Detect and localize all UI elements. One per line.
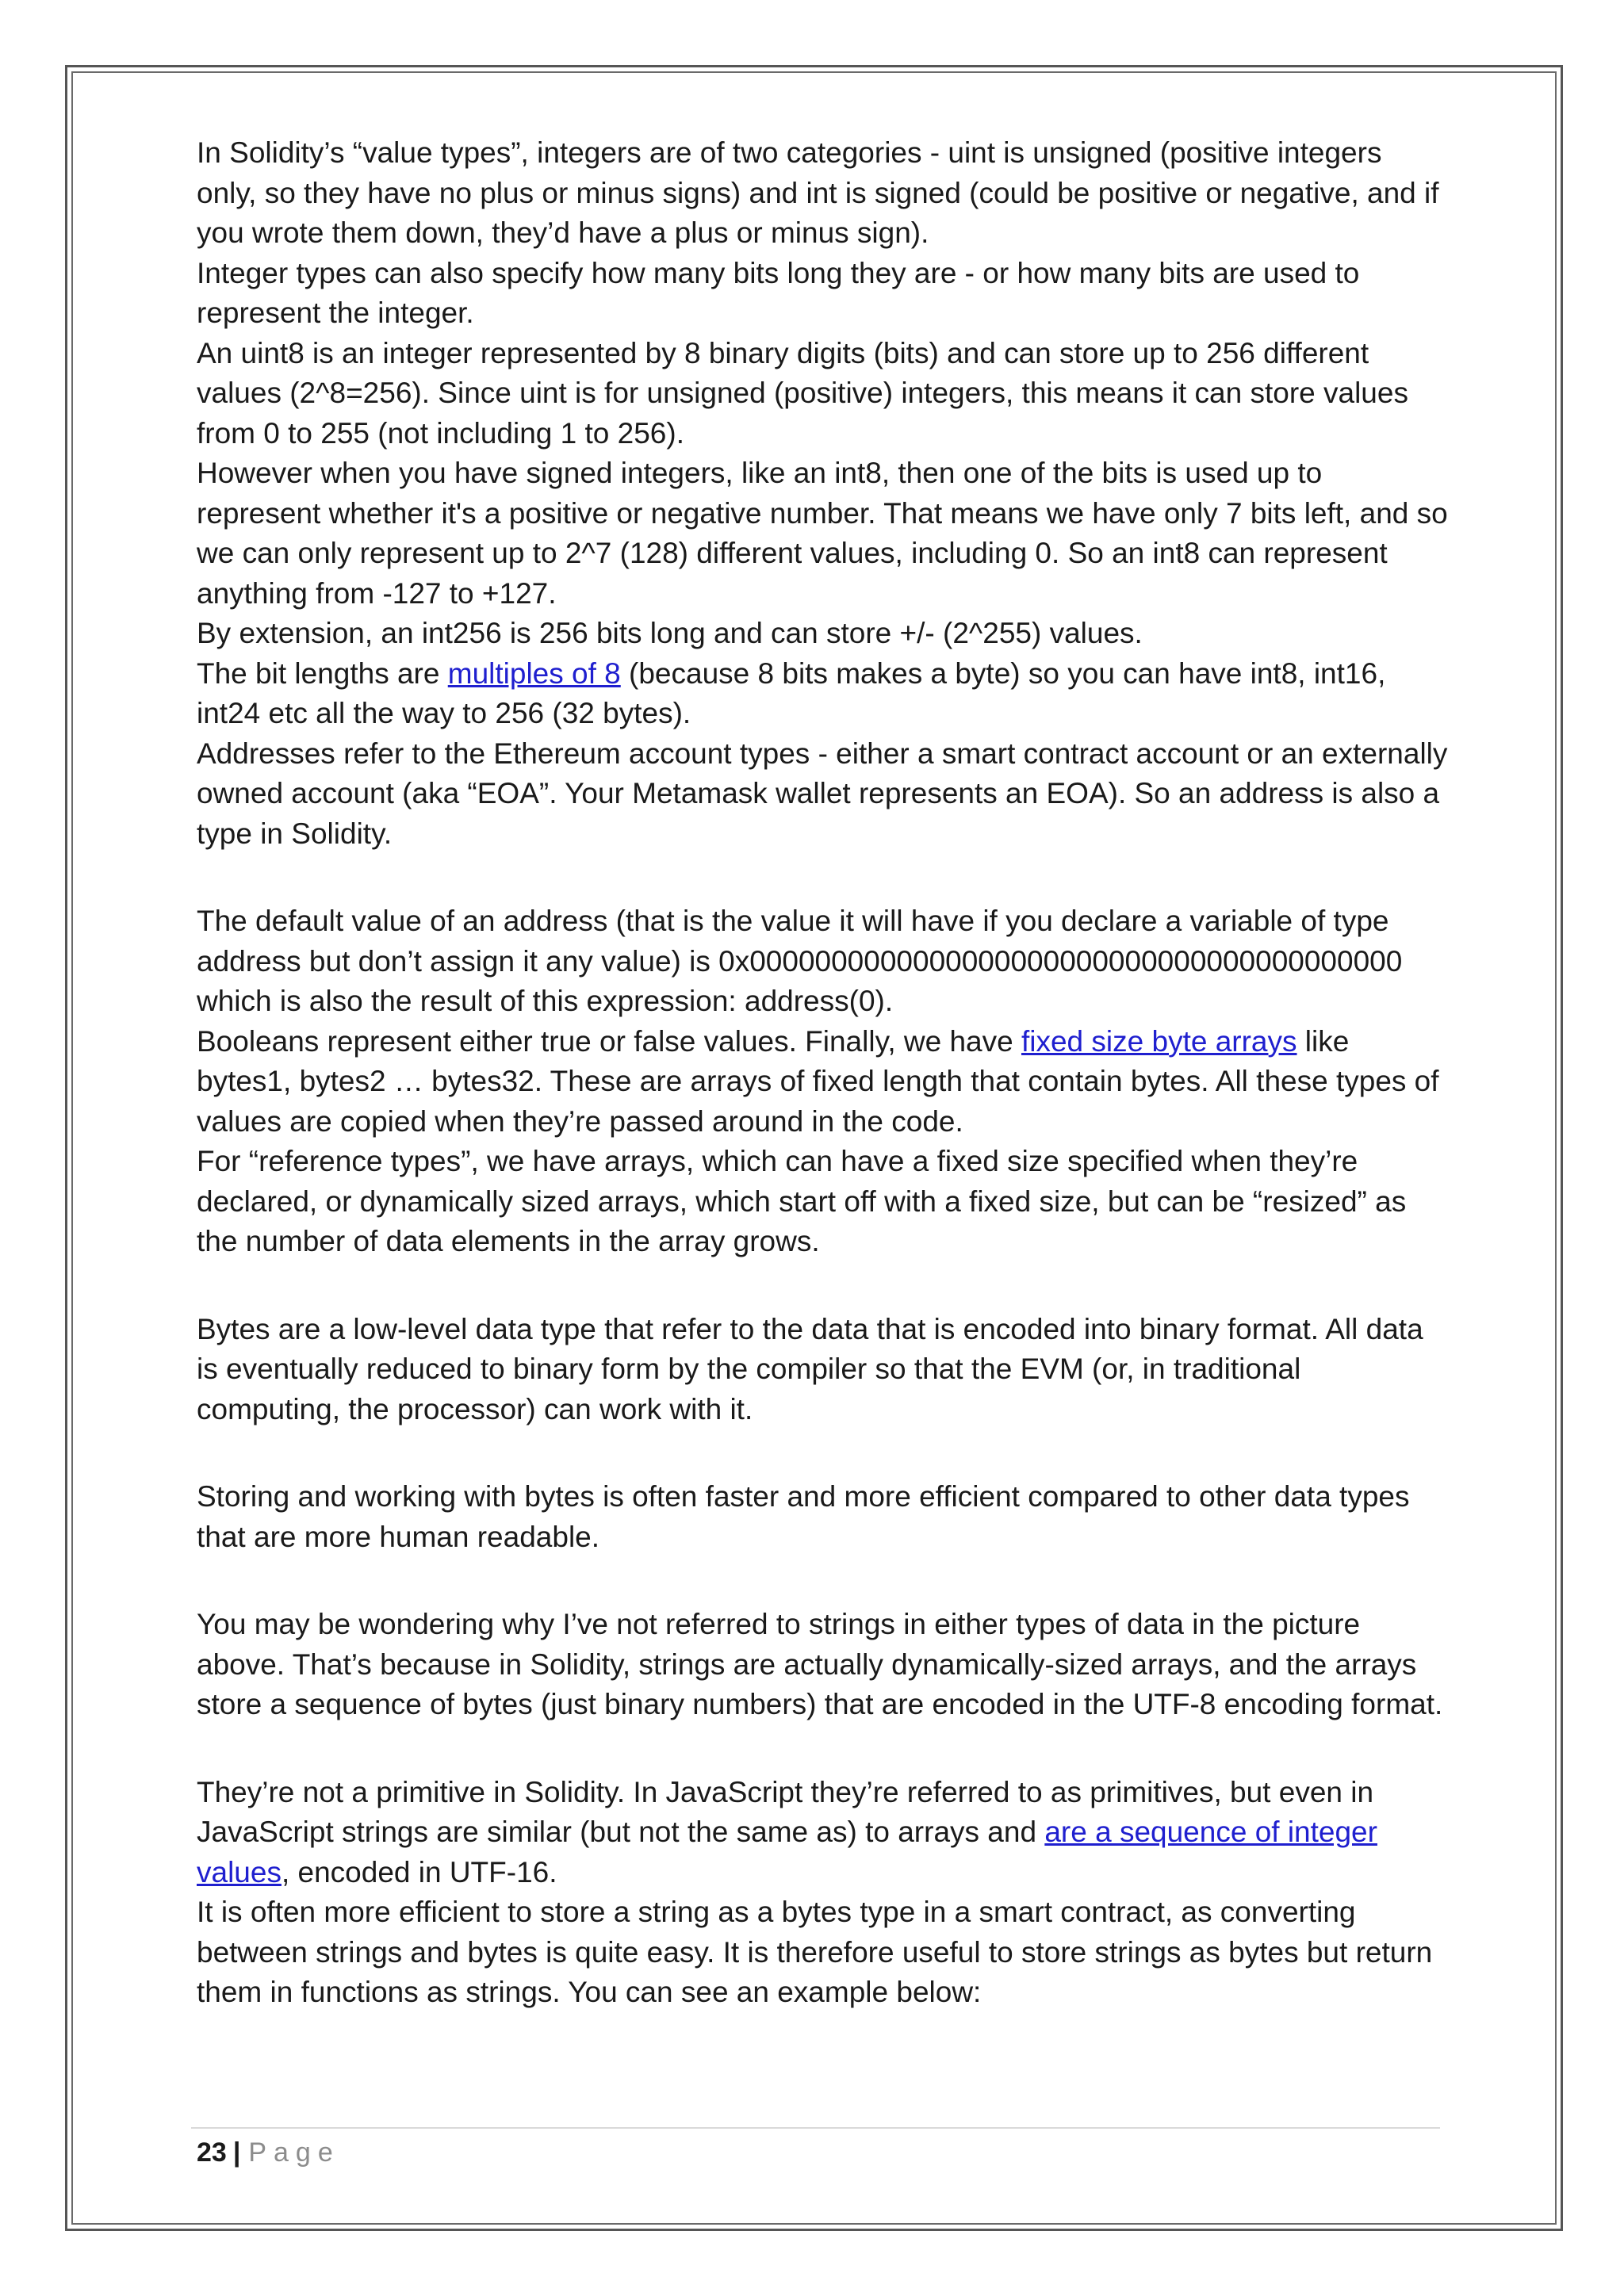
paragraph-int256: By extension, an int256 is 256 bits long and can store +/- (2^255) values. (197, 617, 1143, 649)
page-number: 23 (197, 2137, 227, 2168)
paragraph-addresses: Addresses refer to the Ethereum account types - either a smart contract account or an externally owned account (aka “EOA”. Your Metamask wallet represents an EOA). So an address is also a type in Solidity. (197, 737, 1448, 850)
paragraph-string-as-bytes: It is often more efficient to store a string as a bytes type in a smart contract, as converting between strings and bytes is quite easy. It is therefore useful to store strings as bytes but return them in functions as strings. You can see an example below: (197, 1896, 1433, 2008)
paragraph-reference-types: For “reference types”, we have arrays, which can have a fixed size specified when they’re declared, or dynamically sized arrays, which start off with a fixed size, but can be “resized” as the number of data elements in the array grows. (197, 1145, 1407, 1257)
document-body (197, 133, 1450, 2013)
paragraph-strings: You may be wondering why I’ve not referred to strings in either types of data in the picture above. That’s because in Solidity, strings are actually dynamically-sized arrays, and the arrays store a sequence of bytes (just binary numbers) that are encoded in the UTF-8 encoding format. (197, 1608, 1443, 1720)
multiples-of-8-link[interactable]: multiples of 8 (447, 656, 621, 690)
paragraph-bytes: Bytes are a low-level data type that refer to the data that is encoded into binary format. All data is eventually reduced to binary form by the compiler so that the EVM (or, in traditional computing, the processor) can work with it. (197, 1312, 1423, 1425)
paragraph-integer-bit-length: Integer types can also specify how many bits long they are - or how many bits are used to represent the integer. (197, 256, 1360, 329)
paragraph-storing-bytes: Storing and working with bytes is often faster and more efficient compared to other data types that are more human readable. (197, 1480, 1410, 1553)
paragraph-int8: However when you have signed integers, like an int8, then one of the bits is used up to represent whether it's a positive or negative number. That means we have only 7 bits left, and so we can only represent up to 2^7 (128) different values, including 0. So an int8 can represent anything from -127 to +127. (197, 457, 1448, 610)
page-footer (197, 2135, 340, 2170)
paragraph-not-primitive: They’re not a primitive in Solidity. In JavaScript they’re referred to as primitives, but even in JavaScript strings are similar (but not the same as) to arrays and are a sequence of integer values, encoded in UTF-16. (197, 1775, 1377, 1888)
sequence-of-integer-values-link[interactable]: are a sequence of integer values (197, 1816, 1377, 1888)
paragraph-uint8: An uint8 is an integer represented by 8 binary digits (bits) and can store up to 256 different values (2^8=256). Since uint is for unsigned (positive) integers, this means it can store values from 0 to 255 (not including 1 to 256). (197, 336, 1408, 450)
fixed-size-byte-arrays-link[interactable]: fixed size byte arrays (1021, 1024, 1297, 1058)
paragraph-booleans: Booleans represent either true or false values. Finally, we have fixed size byte arrays like bytes1, bytes2 … bytes32. These are arrays of fixed length that contain bytes. All these types of values are copied when they’re passed around in the code. (197, 1024, 1439, 1138)
paragraph-integer-categories: In Solidity’s “value types”, integers are of two categories - uint is unsigned (positive integers only, so they have no plus or minus signs) and int is signed (could be positive or negative, and if you wrote them down, they’d have a plus or minus sign). (197, 136, 1439, 249)
footer-divider (191, 2127, 1440, 2129)
page-label: Page (248, 2137, 340, 2168)
footer-separator: | (232, 2137, 241, 2168)
paragraph-default-address: The default value of an address (that is the value it will have if you declare a variable of type address but don’t assign it any value) is 0x0000000000000000000000000000000000000000 which is also the result of this expression: address(0). (197, 905, 1403, 1017)
paragraph-bit-lengths: The bit lengths are multiples of 8 (because 8 bits makes a byte) so you can have int8, int16, int24 etc all the way to 256 (32 bytes). (197, 656, 1386, 729)
